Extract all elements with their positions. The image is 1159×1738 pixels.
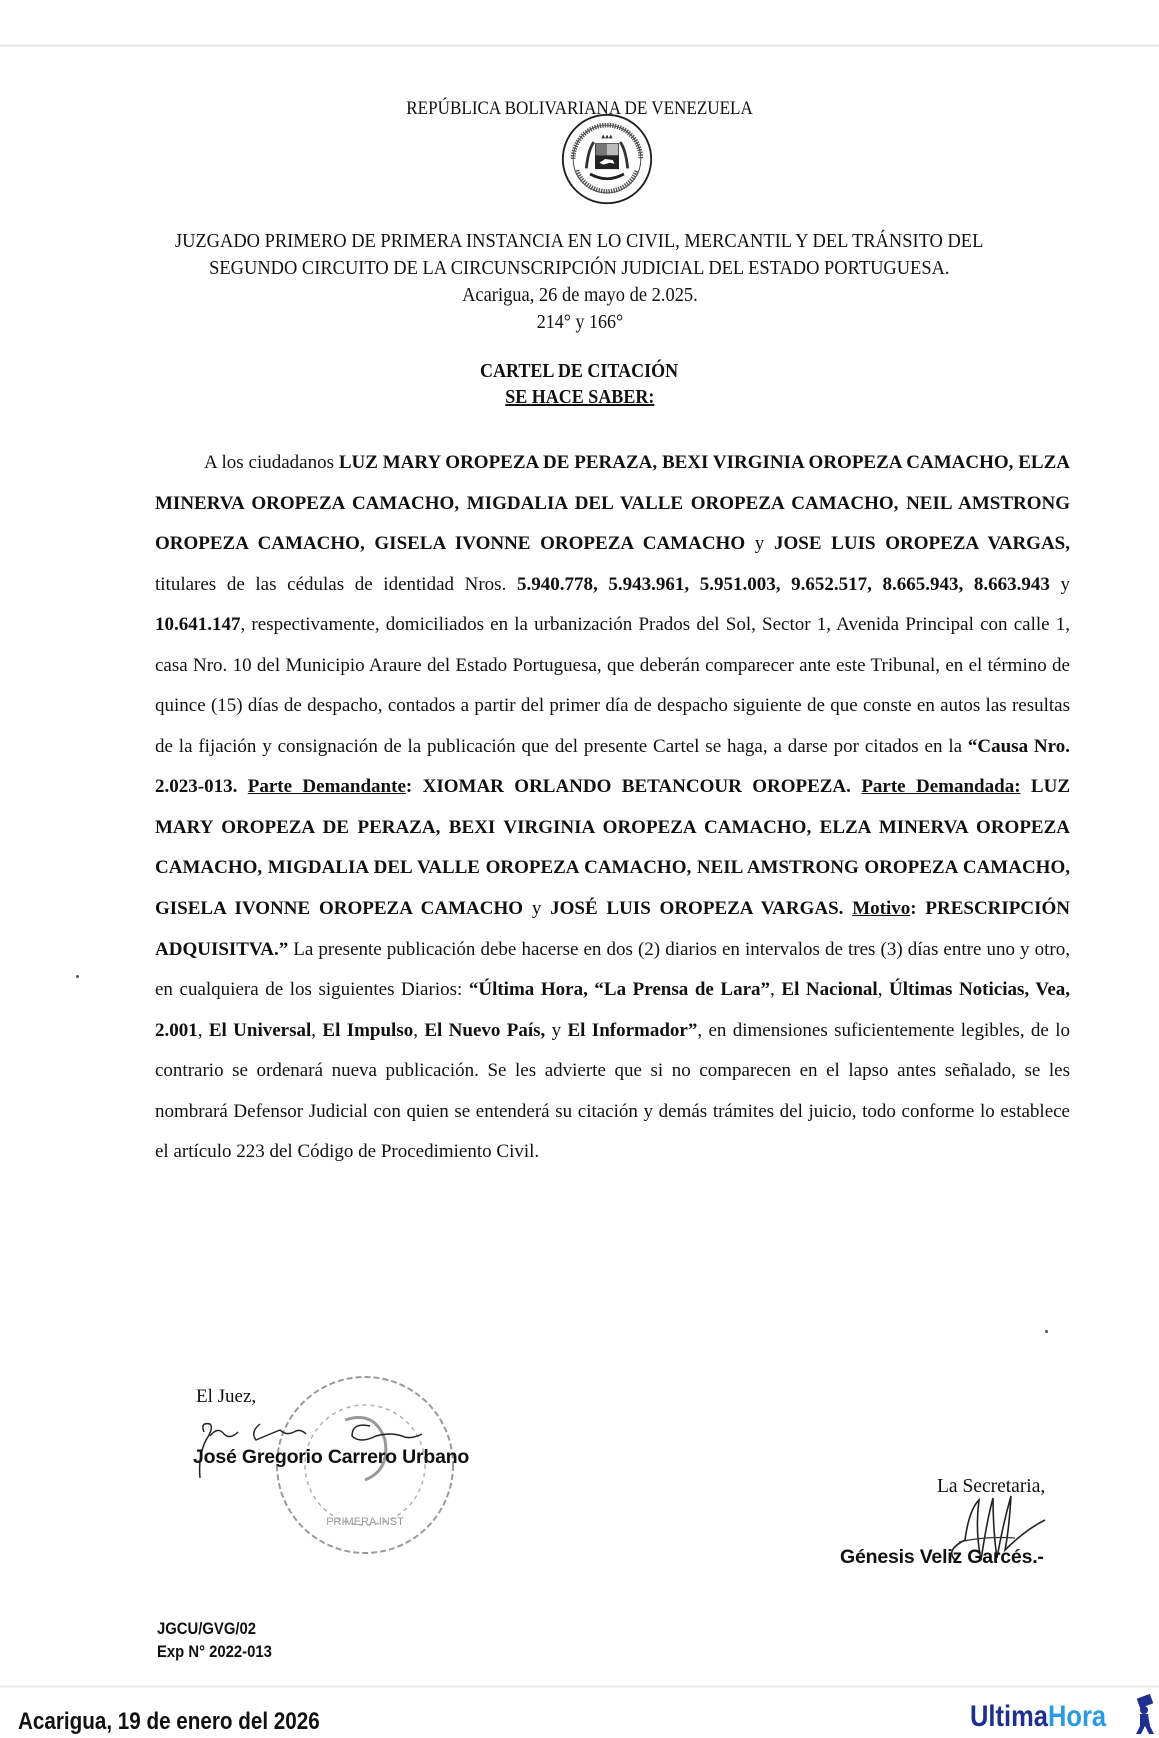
document-years: 214° y 166° <box>536 311 623 333</box>
document-date: Acarigua, 26 de mayo de 2.025. <box>461 284 698 306</box>
reference-code: JGCU/GVG/02 <box>157 1620 257 1638</box>
court-line-2: SEGUNDO CIRCUITO DE LA CIRCUNSCRIPCIÓN JUDICIAL DEL ESTADO PORTUGUESA. <box>209 257 950 279</box>
document-title: CARTEL DE CITACIÓN <box>480 360 679 382</box>
case-file-number: Exp N° 2022-013 <box>157 1643 272 1661</box>
logo-word-hora: Hora <box>1047 1700 1106 1733</box>
svg-text:PRIMERA INST: PRIMERA INST <box>326 1516 404 1528</box>
scan-artifact <box>76 975 79 978</box>
publication-date: Acarigua, 19 de enero del 2026 <box>18 1708 320 1735</box>
document-subtitle: SE HACE SABER: <box>504 386 655 408</box>
court-heading <box>0 228 1159 282</box>
logo-word-ultima: Ultima <box>970 1700 1048 1733</box>
citation-body: A los ciudadanos LUZ MARY OROPEZA DE PERAZA, BEXI VIRGINIA OROPEZA CAMACHO, ELZA MINERVA OROPEZA CAMACHO, MIGDALIA DEL VALLE OROPEZA CAMACHO, NEIL AMSTRONG OROPEZA CAMACHO, GISELA IVONNE OROPEZA CAMACHO y JOSE LUIS OROPEZA VARGAS, titulares de las cédulas de identidad Nros. 5.940.778, 5.943.961, 5.951.003, 9.652.517, 8.665.943, 8.663.943 y 10.641.147, respectivamente, domiciliados en la urbanización Prados del Sol, Sector 1, Avenida Principal con calle 1, casa Nro. 10 del Municipio Araure del Estado Portuguesa, que deberán comparecer ante este Tribunal, en el término de quince (15) días de despacho, contados a partir del primer día de despacho siguiente de que conste en autos las resultas de la fijación y consignación de la publicación que del presente Cartel se haga, a darse por citados en la “Causa Nro. 2.023-013. Parte Demandante: XIOMAR ORLANDO BETANCOUR OROPEZA. Parte Demandada: LUZ MARY OROPEZA DE PERAZA, BEXI VIRGINIA OROPEZA CAMACHO, ELZA MINERVA OROPEZA CAMACHO, MIGDALIA DEL VALLE OROPEZA CAMACHO, NEIL AMSTRONG OROPEZA CAMACHO, GISELA IVONNE OROPEZA CAMACHO y JOSÉ LUIS OROPEZA VARGAS. Motivo: PRESCRIPCIÓN ADQUISITVA.” La presente publicación debe hacerse en dos (2) diarios en intervalos de tres (3) días entre uno y otro, en cualquiera de los siguientes Diarios: “Última Hora, “La Prensa de Lara”, El Nacional, Últimas Noticias, Vea, 2.001, El Universal, El Impulso, El Nuevo País, y El Informador”, en dimensiones suficientemente legibles, de lo contrario se ordenará nueva publicación. Se les advierte que si no comparecen en el lapso antes señalado, se les nombrará Defensor Judicial con quien se entenderá su citación y demás trámites del juicio, todo conforme lo establece el artículo 223 del Código de Procedimiento Civil. <box>155 452 1071 1163</box>
republic-heading: REPÚBLICA BOLIVARIANA DE VENEZUELA <box>406 98 753 119</box>
top-divider <box>0 44 1159 47</box>
tsj-seal-icon <box>560 112 654 206</box>
footer-divider <box>0 1685 1159 1688</box>
court-line-1: JUZGADO PRIMERO DE PRIMERA INSTANCIA EN LO CIVIL, MERCANTIL Y DEL TRÁNSITO DEL <box>175 230 984 252</box>
judge-label: El Juez, <box>196 1386 257 1407</box>
logo-figure-icon <box>1130 1694 1158 1736</box>
ultima-hora-logo <box>970 1700 1116 1736</box>
secretary-label: La Secretaria, <box>937 1476 1046 1497</box>
scan-artifact <box>1045 1330 1048 1333</box>
judge-name: José Gregorio Carrero Urbano <box>193 1446 470 1468</box>
secretary-name: Génesis Veliz Garcés.- <box>840 1546 1044 1568</box>
